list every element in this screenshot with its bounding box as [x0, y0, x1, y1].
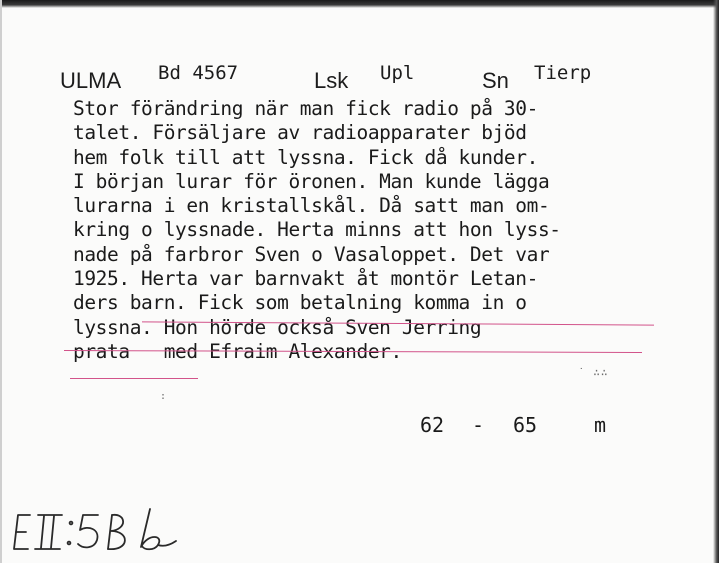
body-line: 1925. Herta var barnvakt åt montör Letan- — [73, 267, 538, 291]
body-line: prata med Efraim Alexander. — [73, 339, 402, 363]
card-top-edge — [0, 0, 719, 8]
handwritten-signum — [8, 503, 208, 563]
page-ref-from: 62 — [420, 413, 445, 437]
volume-number: Bd 4567 — [158, 62, 239, 84]
body-line: lurarna i en kristallskål. Då satt man om- — [73, 194, 550, 218]
body-line: kring o lyssnade. Herta minns att hon lyss- — [73, 218, 561, 242]
archive-name: ULMA — [60, 68, 122, 93]
socken-label: Sn — [482, 68, 509, 93]
body-line: hem folk till att lyssna. Fick då kunder. — [73, 145, 538, 169]
landskap-value: Upl — [380, 62, 415, 84]
page-ref-unit: m — [594, 413, 607, 437]
card-left-edge — [0, 0, 2, 563]
page-ref-dash: - — [472, 413, 485, 437]
body-line: nade på farbror Sven o Vasaloppet. Det var — [73, 242, 550, 266]
ink-smudge: ˙ ∴∴ — [578, 366, 609, 379]
page-ref-to: 65 — [513, 413, 538, 437]
landskap-label: Lsk — [314, 68, 349, 93]
body-line: ders barn. Fick som betalning komma in o — [73, 291, 527, 315]
body-line: I början lurar för öronen. Man kunde lägga — [73, 169, 550, 193]
socken-value: Tierp — [534, 62, 592, 84]
ink-smudge: : — [160, 391, 168, 402]
body-line: talet. Försäljare av radioapparater bjöd — [73, 121, 527, 145]
card-right-edge — [713, 0, 719, 563]
card-header — [60, 62, 660, 96]
body-line: lyssna. Hon hörde också Sven Jerring — [73, 315, 482, 339]
highlight-underline — [70, 378, 198, 379]
body-line: Stor förändring när man fick radio på 30- — [73, 97, 538, 120]
